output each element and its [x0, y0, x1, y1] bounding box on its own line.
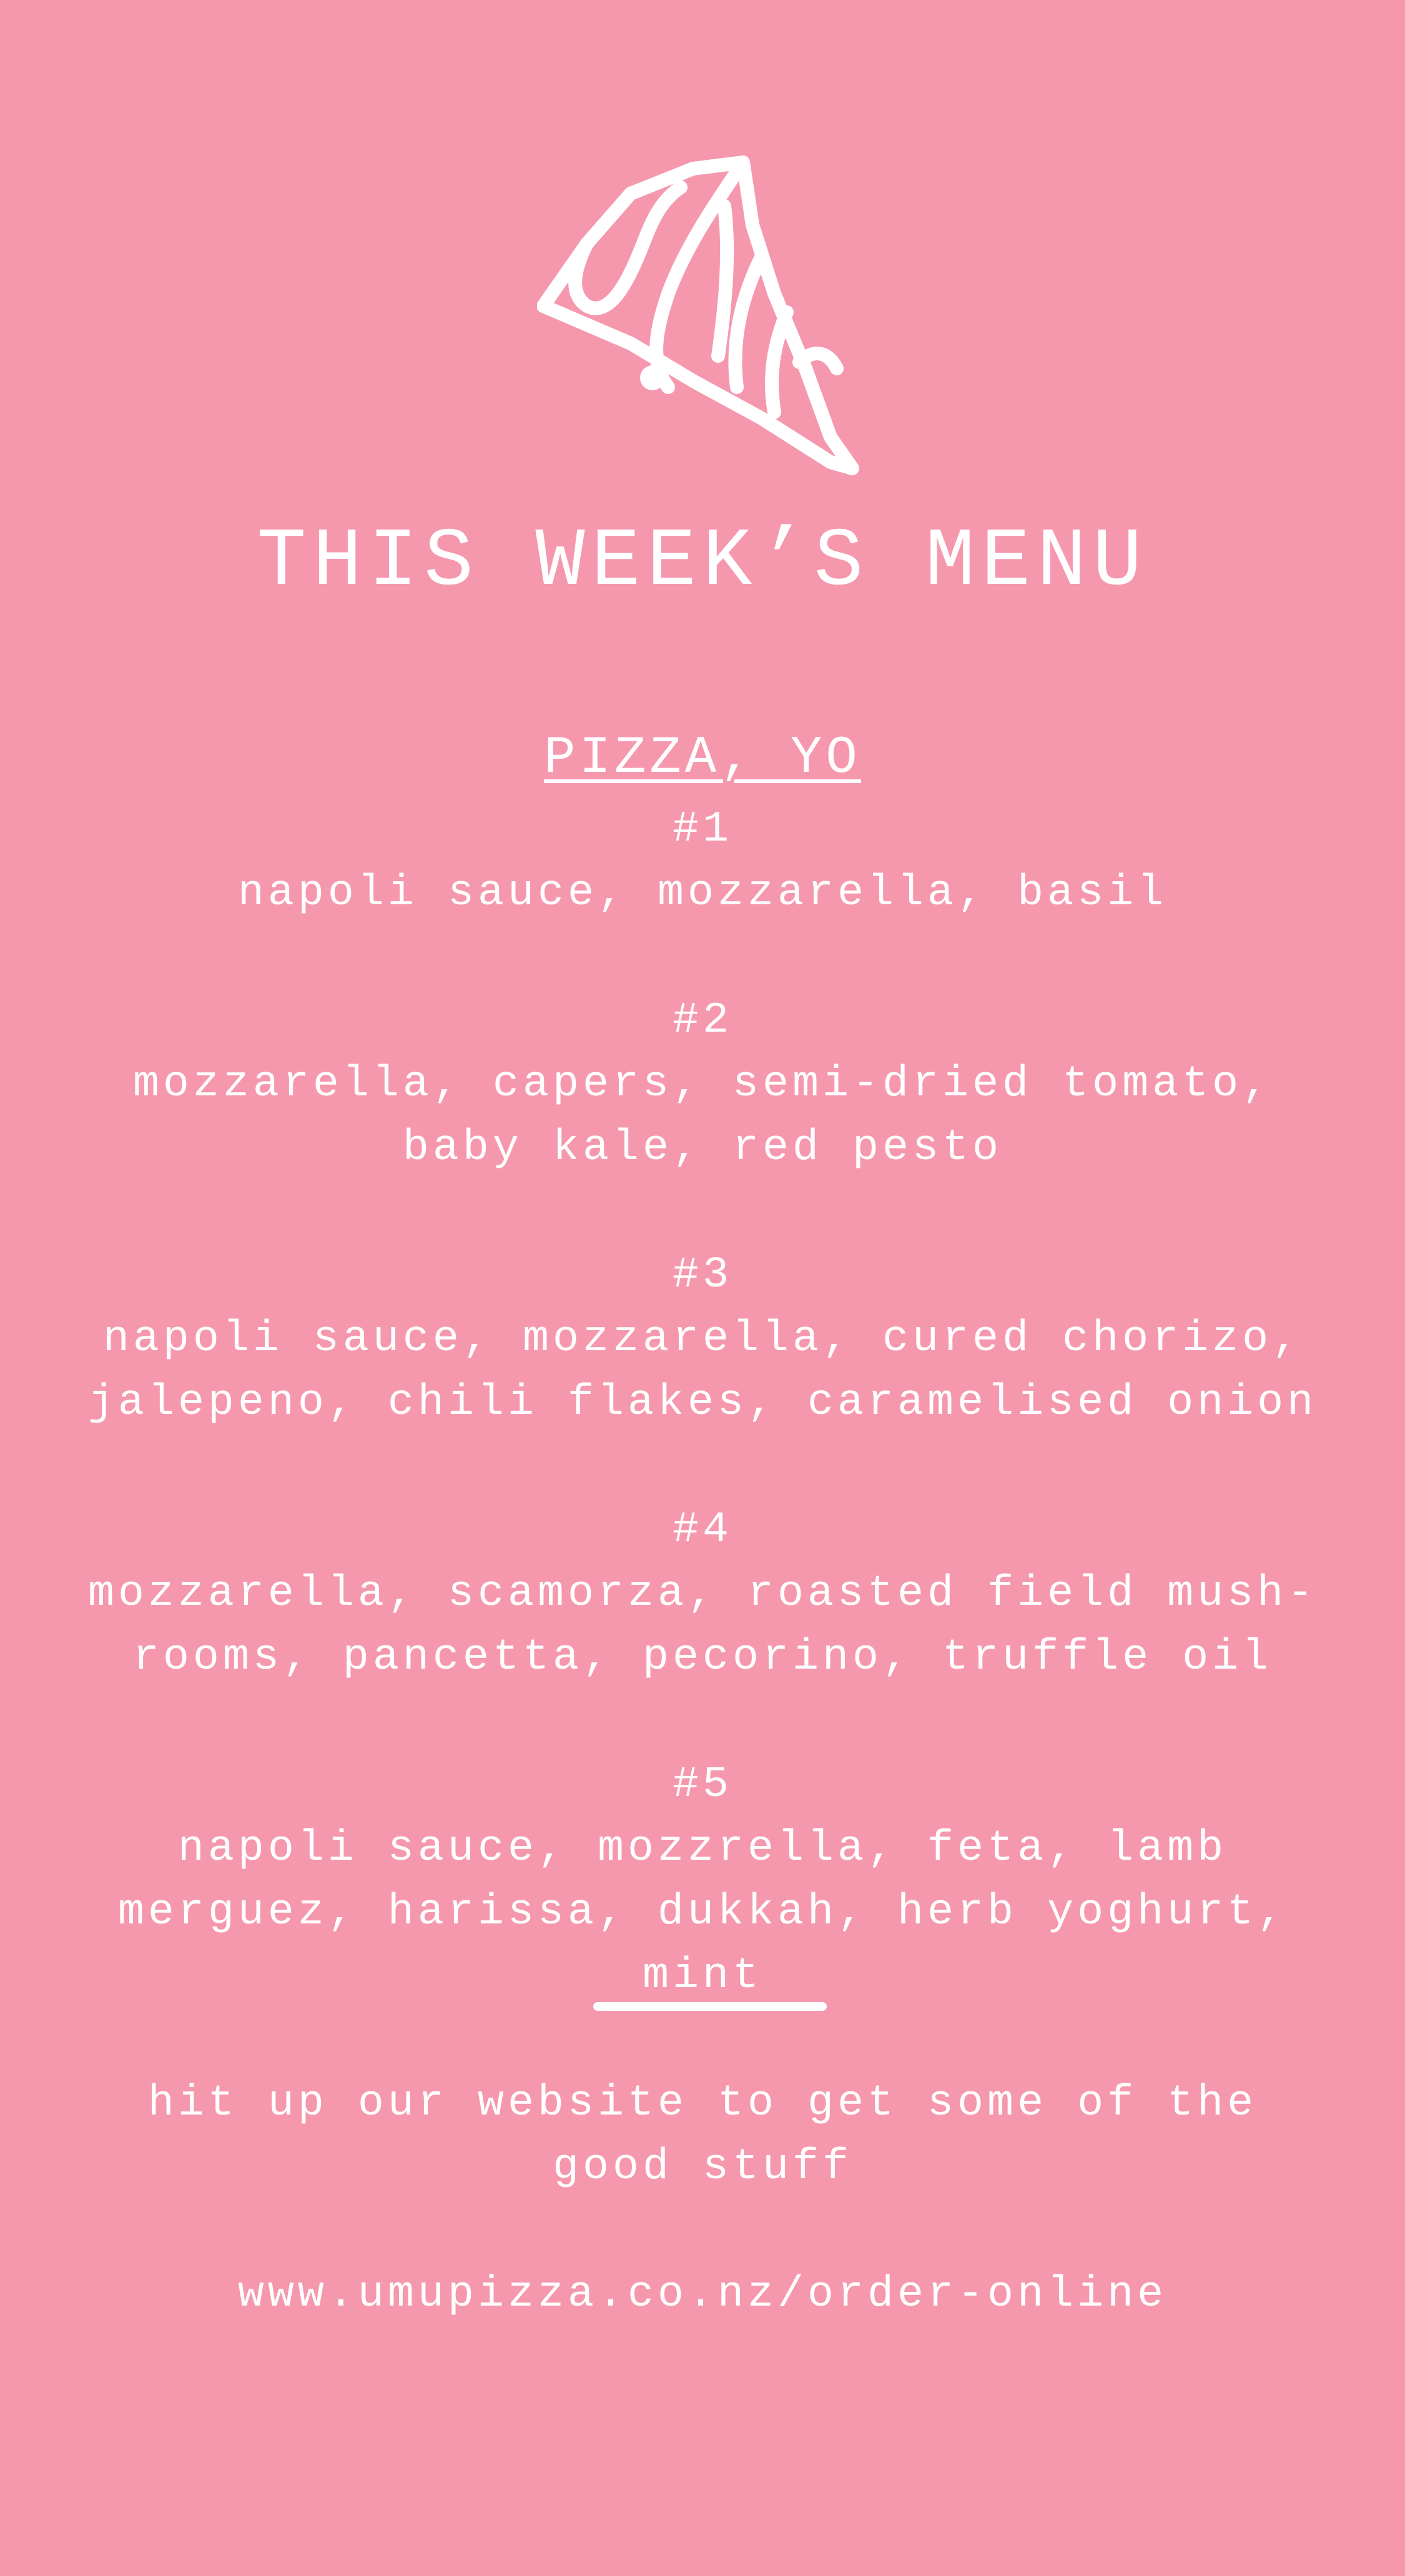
item-number: #1 — [672, 805, 732, 854]
item-number: #5 — [672, 1760, 732, 1810]
item-description: napoli sauce, mozzarella, cured chorizo, jalepeno, chili flakes, caramelised onion — [87, 1315, 1318, 1428]
item-description: napoli sauce, mozzrella, feta, lamb merguez, harissa, dukkah, herb yoghurt, mint — [117, 1824, 1288, 2001]
item-description: mozzarella, capers, semi-dried tomato, baby kale, red pesto — [132, 1060, 1273, 1173]
menu-items — [62, 798, 1343, 2072]
menu-item — [62, 1754, 1343, 2008]
footer-text: hit up our website to get some of the good stuff — [147, 2079, 1258, 2192]
menu-item — [62, 1499, 1343, 1690]
item-description: mozzarella, scamorza, roasted field mush-rooms, pancetta, pecorino, truffle oil — [87, 1569, 1318, 1682]
menu-item — [62, 1244, 1343, 1435]
pizza-slice-icon — [537, 150, 868, 487]
item-number: #2 — [672, 996, 732, 1045]
item-number: #3 — [672, 1251, 732, 1300]
menu-item — [62, 798, 1343, 925]
menu-item — [62, 989, 1343, 1180]
item-number: #4 — [672, 1506, 732, 1555]
divider — [593, 2002, 827, 2011]
item-description: napoli sauce, mozzarella, basil — [237, 869, 1168, 918]
section-heading: PIZZA, YO — [544, 729, 861, 788]
order-online-link[interactable]: www.umupizza.co.nz/order-online — [237, 2270, 1168, 2319]
page-title: THIS WEEK’S MENU — [257, 515, 1148, 609]
